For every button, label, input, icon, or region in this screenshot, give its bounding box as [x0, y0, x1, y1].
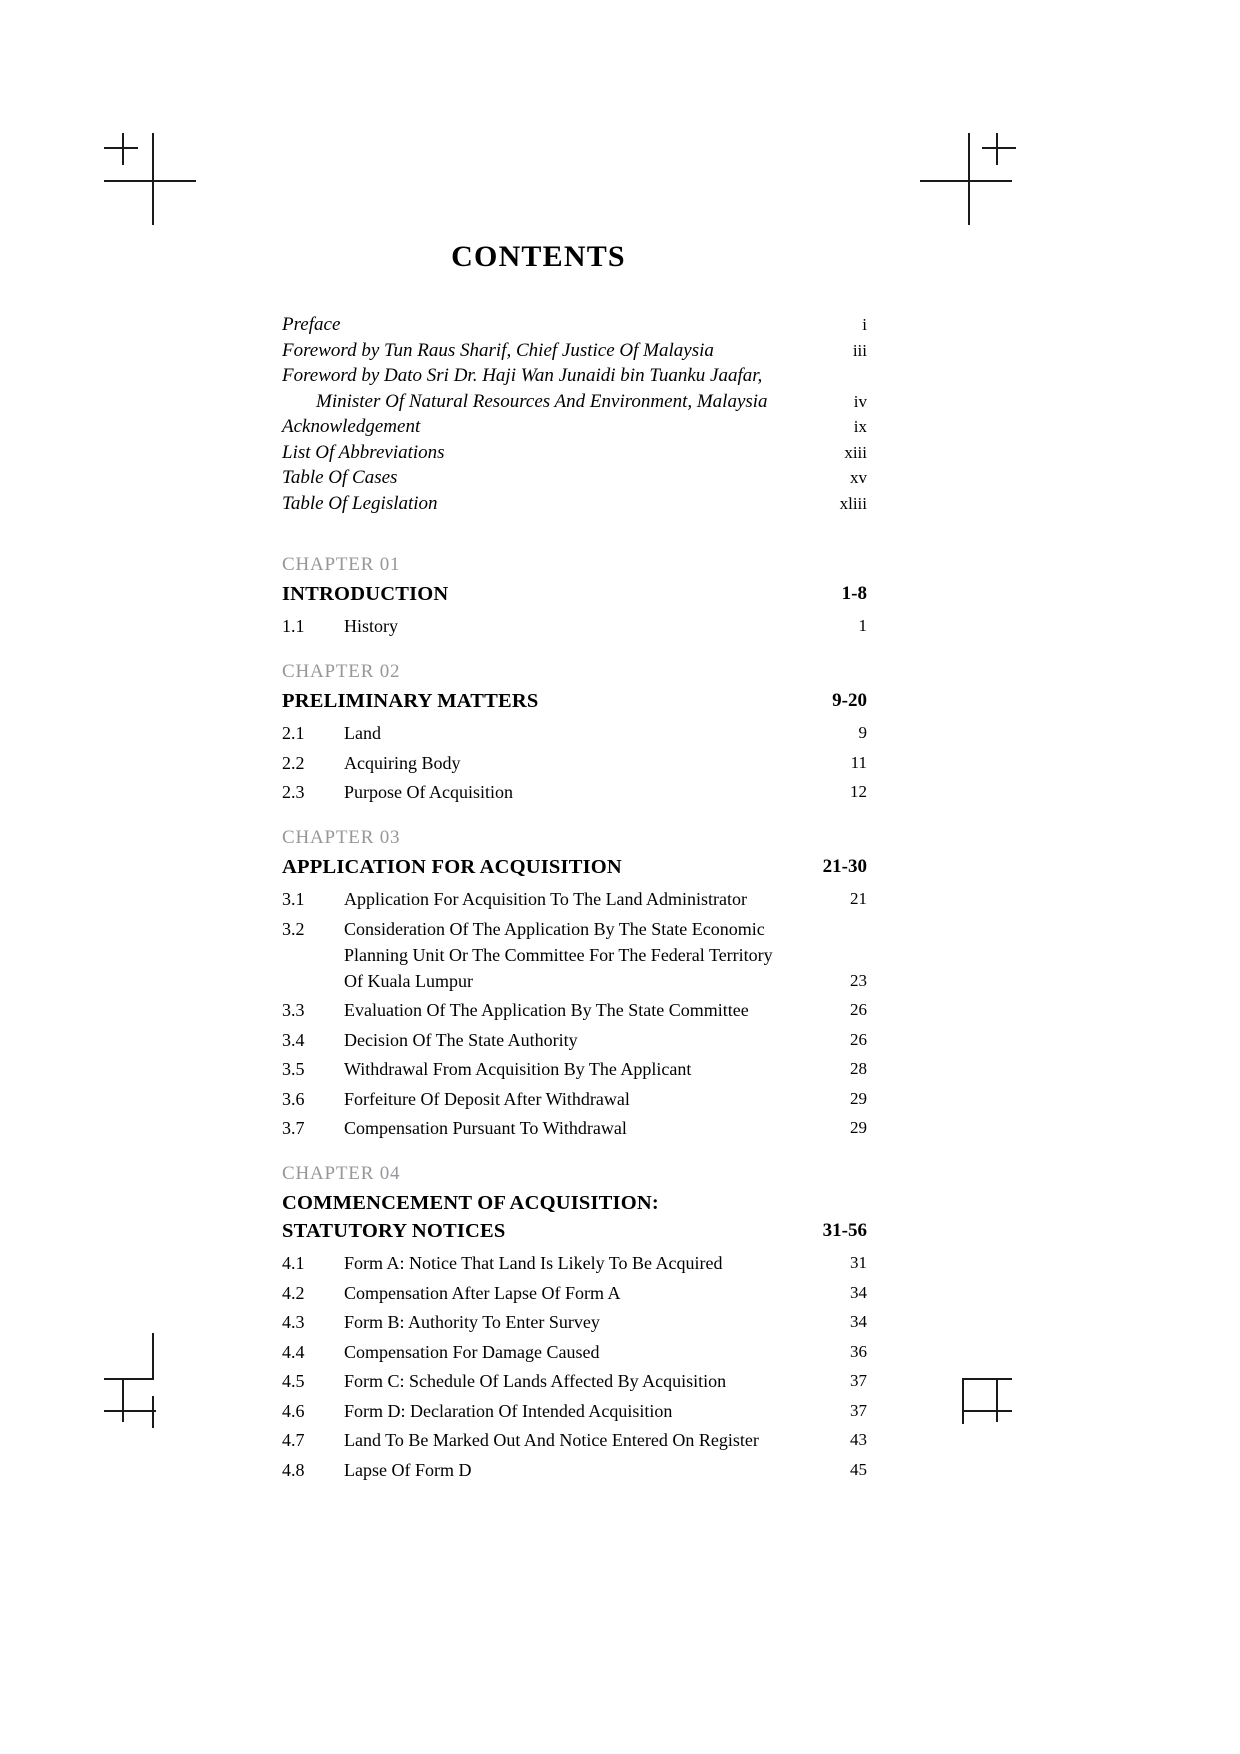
section-page-number: 9 [858, 723, 867, 742]
section-page-number: 45 [850, 1459, 867, 1479]
frontmatter-page-number: ix [853, 417, 867, 436]
section-row[interactable] [282, 1339, 867, 1365]
section-page-number: 26 [850, 1000, 867, 1019]
section-title: Purpose Of Acquisition [344, 782, 513, 802]
section-title-line1: Consideration Of The Application By The State Economic [344, 918, 765, 939]
chapter-label: CHAPTER 03 [282, 827, 401, 848]
section-number: 3.6 [282, 1088, 305, 1109]
section-row[interactable] [282, 779, 867, 805]
frontmatter-page-number: xliii [839, 493, 867, 513]
crop-mark-bottom-right-vertical [962, 1378, 964, 1424]
frontmatter-label: List Of Abbreviations [282, 441, 445, 463]
section-title: Compensation Pursuant To Withdrawal [344, 1118, 627, 1138]
chapter-title [282, 1189, 811, 1245]
chapter-label: CHAPTER 04 [282, 1163, 401, 1184]
crop-mark-top-right-vertical [968, 133, 970, 225]
section-number: 3.1 [282, 889, 305, 909]
section-number: 3.3 [282, 1000, 305, 1020]
section-row[interactable] [282, 1027, 867, 1053]
section-title: Compensation After Lapse Of Form A [344, 1282, 621, 1303]
crop-mark-bottom-left-edge-vertical [122, 1378, 124, 1422]
crop-mark-bottom-left-inner-horizontal [122, 1410, 156, 1412]
section-number: 2.1 [282, 723, 305, 743]
crop-mark-bottom-left-vertical [152, 1333, 154, 1379]
crop-mark-bottom-right-horizontal [962, 1378, 1012, 1380]
chapter-title-row[interactable] [282, 853, 867, 881]
section-number: 4.2 [282, 1282, 305, 1303]
crop-mark-top-left-horizontal [104, 180, 196, 182]
frontmatter-entry[interactable] [282, 312, 867, 338]
crop-mark-top-left-edge-vertical [122, 133, 124, 165]
section-page-number: 29 [850, 1118, 867, 1137]
section-title-line2: Planning Unit Or The Committee For The Federal Territory [344, 944, 773, 965]
frontmatter-page-number: iv [853, 391, 867, 411]
frontmatter-entry[interactable] [282, 363, 867, 414]
chapter-block-01 [282, 550, 867, 639]
section-title: Forfeiture Of Deposit After Withdrawal [344, 1088, 630, 1109]
frontmatter-entry[interactable] [282, 338, 867, 364]
section-page-number: 34 [850, 1312, 867, 1331]
section-page-number: 31 [850, 1253, 867, 1272]
frontmatter-entry[interactable] [282, 440, 867, 466]
section-row[interactable] [282, 1115, 867, 1141]
chapter-sections [282, 1250, 867, 1483]
section-row[interactable] [282, 997, 867, 1023]
section-title: Acquiring Body [344, 752, 461, 773]
frontmatter-label: Table Of Legislation [282, 492, 438, 514]
crop-mark-bottom-left-inner-vertical [152, 1396, 154, 1428]
section-row[interactable] [282, 750, 867, 776]
section-title: Form B: Authority To Enter Survey [344, 1312, 600, 1332]
section-title: Form A: Notice That Land Is Likely To Be Acquired [344, 1253, 723, 1273]
chapter-title-row[interactable] [282, 1189, 867, 1245]
section-title [344, 916, 811, 994]
chapter-block-02 [282, 657, 867, 805]
section-row[interactable] [282, 1280, 867, 1306]
section-row[interactable] [282, 1398, 867, 1424]
section-page-number: 21 [850, 889, 867, 908]
section-row[interactable] [282, 916, 867, 994]
crop-mark-top-right-edge-horizontal [982, 147, 1016, 149]
section-row[interactable] [282, 1457, 867, 1483]
section-page-number: 43 [850, 1430, 867, 1449]
section-number: 4.7 [282, 1430, 305, 1450]
chapter-title-line1: COMMENCEMENT OF ACQUISITION: [282, 1192, 659, 1214]
frontmatter-label: Foreword by Tun Raus Sharif, Chief Justice Of Malaysia [282, 339, 714, 361]
section-number: 4.5 [282, 1371, 305, 1391]
section-title: Evaluation Of The Application By The State Committee [344, 1000, 749, 1020]
section-page-number: 28 [850, 1059, 867, 1078]
frontmatter-page-number: xv [850, 468, 867, 487]
section-page-number: 36 [850, 1341, 867, 1361]
chapter-sections [282, 720, 867, 805]
frontmatter-page-number: i [862, 315, 867, 334]
frontmatter-entry[interactable] [282, 465, 867, 491]
section-page-number: 23 [850, 970, 867, 990]
section-number: 3.2 [282, 918, 305, 939]
section-number: 4.1 [282, 1253, 305, 1273]
section-page-number: 29 [850, 1088, 867, 1108]
section-number: 2.2 [282, 752, 305, 773]
crop-mark-top-right-edge-vertical [996, 133, 998, 165]
frontmatter-page-number: xiii [844, 442, 867, 462]
section-number: 2.3 [282, 782, 305, 802]
section-title: Withdrawal From Acquisition By The Applicant [344, 1059, 692, 1079]
chapter-page-range: 31-56 [822, 1220, 867, 1241]
section-number: 3.4 [282, 1029, 305, 1050]
section-title: Form D: Declaration Of Intended Acquisition [344, 1400, 673, 1421]
chapter-title-row[interactable] [282, 687, 867, 715]
crop-mark-bottom-left-horizontal [104, 1378, 154, 1380]
chapter-title: INTRODUCTION [282, 583, 449, 605]
section-row[interactable] [282, 1427, 867, 1453]
section-title: Lapse Of Form D [344, 1459, 472, 1480]
section-row[interactable] [282, 1086, 867, 1112]
frontmatter-entry[interactable] [282, 414, 867, 440]
frontmatter-label: Preface [282, 314, 341, 335]
section-page-number: 26 [850, 1029, 867, 1049]
section-number: 4.4 [282, 1341, 305, 1362]
section-row[interactable] [282, 886, 867, 912]
section-title: Application For Acquisition To The Land Administrator [344, 889, 748, 909]
section-row[interactable] [282, 1250, 867, 1276]
frontmatter-list [282, 312, 867, 516]
section-number: 4.3 [282, 1312, 305, 1332]
section-row[interactable] [282, 613, 867, 639]
frontmatter-label-line1: Foreword by Dato Sri Dr. Haji Wan Junaidi bin Tuanku Jaafar, [282, 365, 763, 386]
section-page-number: 34 [850, 1282, 867, 1302]
chapter-title: PRELIMINARY MATTERS [282, 690, 539, 712]
chapter-block-04 [282, 1159, 867, 1483]
section-title: Decision Of The State Authority [344, 1029, 578, 1050]
page-title: CONTENTS [451, 240, 626, 273]
frontmatter-label: Table Of Cases [282, 467, 398, 488]
frontmatter-label [282, 363, 811, 414]
frontmatter-page-number: iii [852, 340, 867, 360]
section-title: Land To Be Marked Out And Notice Entered On Register [344, 1430, 759, 1450]
section-title-line3: Of Kuala Lumpur [344, 970, 473, 991]
section-number: 4.6 [282, 1400, 305, 1421]
section-row[interactable] [282, 1056, 867, 1082]
chapter-sections [282, 886, 867, 1141]
chapter-title: APPLICATION FOR ACQUISITION [282, 856, 622, 878]
section-row[interactable] [282, 1368, 867, 1394]
section-row[interactable] [282, 1309, 867, 1335]
chapter-page-range: 9-20 [832, 690, 867, 711]
chapter-sections [282, 613, 867, 639]
chapter-page-range: 21-30 [822, 856, 867, 877]
section-title: History [344, 616, 398, 636]
crop-mark-top-right-horizontal [920, 180, 1012, 182]
crop-mark-bottom-right-edge-vertical [996, 1378, 998, 1422]
chapter-page-range: 1-8 [841, 583, 867, 604]
crop-mark-bottom-right-edge-horizontal [962, 1410, 1012, 1412]
crop-mark-top-left-vertical [152, 133, 154, 225]
section-page-number: 12 [850, 782, 867, 801]
chapter-label: CHAPTER 02 [282, 661, 401, 682]
section-title: Form C: Schedule Of Lands Affected By Acquisition [344, 1371, 727, 1391]
toc-content [282, 240, 867, 1487]
section-number: 3.5 [282, 1059, 305, 1079]
section-page-number: 37 [850, 1371, 867, 1390]
chapter-title-row[interactable] [282, 580, 867, 608]
frontmatter-entry[interactable] [282, 491, 867, 517]
section-title: Land [344, 723, 381, 743]
section-number: 4.8 [282, 1459, 305, 1480]
section-row[interactable] [282, 720, 867, 746]
frontmatter-label: Acknowledgement [282, 416, 421, 437]
crop-mark-top-left-edge-horizontal [104, 147, 138, 149]
section-page-number: 11 [850, 752, 867, 772]
chapter-label: CHAPTER 01 [282, 554, 401, 575]
chapter-block-03 [282, 823, 867, 1141]
chapter-title-line2: STATUTORY NOTICES [282, 1220, 506, 1242]
section-page-number: 1 [858, 616, 867, 635]
frontmatter-label-line2: Minister Of Natural Resources And Environment, Malaysia [316, 390, 768, 412]
section-title: Compensation For Damage Caused [344, 1341, 600, 1362]
section-number: 1.1 [282, 616, 305, 636]
section-number: 3.7 [282, 1118, 305, 1138]
section-page-number: 37 [850, 1400, 867, 1420]
